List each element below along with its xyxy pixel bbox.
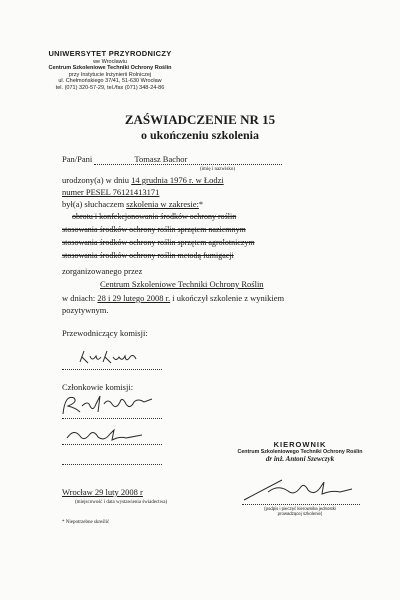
- member-signature: [64, 426, 146, 444]
- director-signature-line: [242, 504, 360, 505]
- stamp-line: tel. (071) 320-57-29, tel./fax (071) 348-24-86: [55, 84, 165, 91]
- scope-item: stosowania środków ochrony roślin sprzętem agrolotniczym: [62, 238, 255, 247]
- institution-stamp: [45, 50, 175, 91]
- name-value: Tomasz Bachor: [94, 154, 282, 165]
- stamp-line: przy Instytucie Inżynierii Rolniczej: [68, 71, 152, 78]
- pesel-value: numer PESEL 76121413171: [62, 187, 160, 197]
- birth-prefix: urodzony(a) w dniu: [62, 175, 130, 185]
- name-row: [62, 154, 282, 165]
- listener-row: [62, 199, 203, 209]
- listener-prefix: był(a) słuchaczem: [62, 199, 125, 209]
- director-caption-line: prowadzącej szkolenie): [277, 511, 323, 517]
- member-signature-line: [62, 444, 162, 445]
- place-date-caption: (miejscowość i data wystawienia świadectwa): [75, 500, 168, 505]
- footnote: * Niepotrzebne skreślić: [62, 520, 110, 525]
- stamp-line: we Wrocławiu: [93, 58, 127, 65]
- birth-value: 14 grudnia 1976 r. w Łodzi: [131, 175, 224, 185]
- dates-prefix: w dniach:: [62, 293, 96, 303]
- name-label: Pan/Pani: [62, 154, 93, 164]
- listener-value: szkolenia w zakresie:: [126, 199, 199, 209]
- name-caption: (imię i nazwisko): [200, 167, 235, 172]
- chair-signature-line: [62, 369, 162, 370]
- scope-item: stosowania środków ochrony roślin sprzętem naziemnym: [62, 225, 246, 234]
- stamp-line: UNIWERSYTET PRZYRODNICZY: [48, 49, 172, 58]
- certificate-title: ZAŚWIADCZENIE NR 15: [124, 112, 276, 127]
- director-org: Centrum Szkoleniowego Techniki Ochrony Roślin: [237, 449, 363, 455]
- director-caption: [245, 506, 355, 516]
- dates-value: 28 i 29 lutego 2008 r.: [97, 293, 171, 303]
- director-name: dr inż. Antoni Szewczyk: [265, 455, 335, 464]
- scope-item: obrotu i konfekcjonowania środków ochrony roślin: [72, 212, 237, 221]
- director-caption-line: (podpis i pieczęć kierownika jednostki: [264, 506, 336, 511]
- members-label: Członkowie komisji:: [62, 382, 134, 392]
- director-stamp: [225, 440, 375, 464]
- director-title: KIEROWNIK: [273, 440, 327, 449]
- footnote-mark: *: [198, 199, 204, 209]
- member-signature-line: [62, 464, 162, 465]
- member-signature: [60, 392, 160, 418]
- organizer-value: Centrum Szkoleniowe Techniki Ochrony Roślin: [100, 279, 264, 289]
- organized-label: zorganizowanego przez: [62, 266, 143, 276]
- chair-label: Przewodniczący komisji:: [62, 328, 148, 338]
- member-signature-line: [62, 418, 162, 419]
- chair-signature: [78, 348, 158, 368]
- certificate-subtitle: o ukończeniu szkolenia: [140, 128, 260, 142]
- place-date-value: Wrocław 29 luty 2008 r: [62, 487, 143, 497]
- dates-row: [62, 293, 284, 303]
- stamp-line: Centrum Szkoleniowe Techniki Ochrony Roślin: [48, 65, 172, 72]
- scope-item: stosowania środków ochrony roślin metodą fumigacji: [62, 251, 234, 260]
- stamp-line: ul. Chełmońskiego 37/41, 51-630 Wrocław: [58, 78, 162, 85]
- dates-suffix: i ukończył szkolenie z wynikiem: [172, 293, 285, 303]
- director-signature: [238, 476, 358, 504]
- birth-row: [62, 175, 224, 185]
- result-value: pozytywnym.: [62, 305, 109, 315]
